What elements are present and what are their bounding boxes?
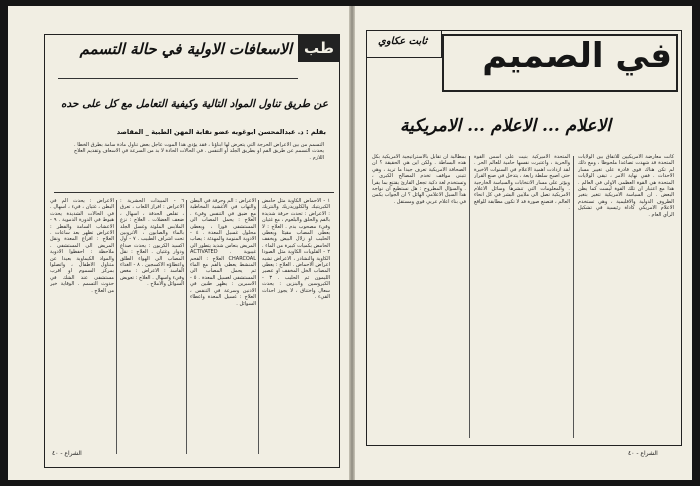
body-column-2: المتحدة الاميركية بنيت على اسس القوة والحرية ، واعتبرت نفسها حامية للعالم الحر . لقد ازدادت اهمية الاعلام في السنوات الاخيرة حتى اصبح سلطة رابعة ، يتدخل في صنع القرار ويؤثر على مسار الانتخابات والسياسة الخارجية . والمعلومات التي تنشرها وسائل الاعلام الامريكية تصل الى ملايين البشر في كل انحاء العالم ، فتصنع صورة قد لا تكون مطابقة للواقع . xyxy=(474,154,570,212)
article-byline xyxy=(117,128,326,136)
right-page-folio: الشراع - ٤٠ xyxy=(628,450,658,457)
column-masthead: في الصميم xyxy=(482,36,672,76)
article-headline: الاعلام ... الاعلام ... الامريكية xyxy=(400,116,611,136)
lead-rule xyxy=(54,192,334,193)
headline-rule xyxy=(58,78,298,79)
author-name: ثابت عكاوي xyxy=(378,36,428,47)
body-column-1: كانت معارضة الامريكيين للاتفاق بين الولايات المتحدة قد شهدت تصاعدا ملحوظا ، ومع ذلك لم تكن هناك قوى قادرة على تغيير مسار الاحداث . ففي نهاية الامر ، تبقى الولايات المتحدة هي القوة العظمى الاولى في العالم . هذا مع اعتبار ان تلك القوة ليست كما يظن البعض . ان السياسة الامريكية تتغير بتغير الظروف الدولية والاقليمية ، وهي تستخدم الاعلام الامريكي كاداة رئيسية في تشكيل الرأي العام . xyxy=(578,154,674,218)
byline-separator: _ xyxy=(143,128,149,136)
lead-paragraph: التسمم من بين الاعراض الحرجة التي يتعرض لها ابناؤنا ، فقد يؤدي هذا الموت عاجل بعض تناول مادة سامة بطرق الخطأ . يحدث التسمم عن طريق الفم او بطريق الجلد او التنفس . في الحالات الحادة لا بد من السرعة في الاسعاف وتقديم العلاج اللازم . xyxy=(74,142,324,161)
byline-text: بقلم : د. عبدالمحسن ابوغوبه عضو نقابة المهن الطبية xyxy=(151,128,326,136)
body-column-2: الاعراض : الم وحرقة في البطن والتهاب في الاغشية المخاطية مع ضيق في التنفس وقيء . العلاج : يحمل المصاب الى المستشفى فورا ، ويعطى محلول غسيل المعدة . ٤ - الادوية المنومة والمهدئة : يصاب المريض بنعاس شديد يتطور الى غيبوبة . ACTIVATED CHARCOAL العلاج : الفحم المنشط يعطى بالفم مع الماء ثم يحمل المصاب الى المستشفى لغسيل المعدة . ٥ - الاسبرين : يظهر طنين في الاذنين وسرعة في التنفس ، العلاج : غسيل المعدة واعطاء السوائل . xyxy=(190,198,256,307)
column-divider xyxy=(573,156,574,438)
section-label-badge: طب xyxy=(298,34,340,62)
column-divider xyxy=(469,156,470,438)
right-page xyxy=(360,16,686,468)
body-column-1: ١ - الاحماض الكاوية مثل حامض الكبريتيك والكلوريدريك والنتريك : الاعراض : تحدث حرقة شديدة بالفم والحلق والبلعوم ، مع غثيان وقيء مصحوب بدم . العلاج : لا يعطى المصاب مقيئا ويعطى الحليب او زلال البيض ويخفف الحامض بكميات كبيرة من الماء . ٢ - القلويات الكاوية مثل الصودا الكاوية والنشادر ، الاعراض تشبه اعراض الاحماض . العلاج : يعطى المصاب الخل المخفف او عصير الليمون ثم الحليب . ٣ - الكيروسين والبنزين : يحدث سعال واختناق ، لا يجوز احداث القيء . xyxy=(262,198,330,301)
article-headline: الاسعافات الاولية في حالة التسمم xyxy=(79,40,292,58)
byline-suffix: المقاصد xyxy=(116,128,144,136)
article-subheadline: عن طريق تناول المواد التالية وكيفية التعامل مع كل على حده xyxy=(61,98,328,110)
body-column-4: الاعراض : يحدث الم في البطن ، غثيان ، قيء ، اسهال . في الحالات الشديدة يحدث هبوط في الدورة الدموية . ٩ - الاعشاب السامة والفطر : الاعراض تظهر بعد ساعات . العلاج : افراغ المعدة ونقل المريض الى المستشفى . ملاحظة : احفظوا الادوية والمواد الكيماوية بعيدا عن متناول الاطفال ، واتصلوا بمركز السموم او اقرب مستشفى عند الشك في حدوث التسمم . الوقاية خير من العلاج . xyxy=(50,198,114,294)
column-divider xyxy=(258,200,259,454)
left-page xyxy=(14,16,344,468)
body-column-3: ٦ - المبيدات الحشرية : الاعراض : افراز اللعاب ، تعرق ، تقلص الحدقة ، اسهال ، ضعف العضلات . العلاج : نزع الملابس الملوثة وغسل الجلد بالماء والصابون ، الاتروبين تحت اشراف الطبيب . ٧ - اول اكسيد الكربون : يحدث صداع ودوار وغثيان . العلاج : نقل المصاب الى الهواء الطلق واعطاؤه الاكسجين . ٨ - الغذاء الفاسد : الاعراض : مغص وقيء واسهال . العلاج : تعويض السوائل والاملاح . xyxy=(120,198,184,288)
body-column-3: بمطالبة ان تقابل بالاستراتيجية الامريكية بكل هذه البساطة . ولكن اين هي الحقيقة ؟ ان الصحافة الامريكية تعرف جيدا ما تريد ، وهي تتبنى مواقف تخدم المصالح الكبرى ، وتستخدم لغة ذكية تجعل القارئ يقتنع بما يقرأ . والسؤال المطروح : هل نستطيع ان نواجه هذا السيل الاعلامي الهائل ؟ ان الجواب يكمن في بناء اعلام عربي قوي ومستقل . xyxy=(372,154,466,205)
page-gutter xyxy=(349,6,355,480)
column-divider xyxy=(186,200,187,454)
magazine-spread xyxy=(8,6,692,480)
left-page-folio: الشراع - ٤٠ xyxy=(52,450,82,457)
column-divider xyxy=(116,200,117,454)
